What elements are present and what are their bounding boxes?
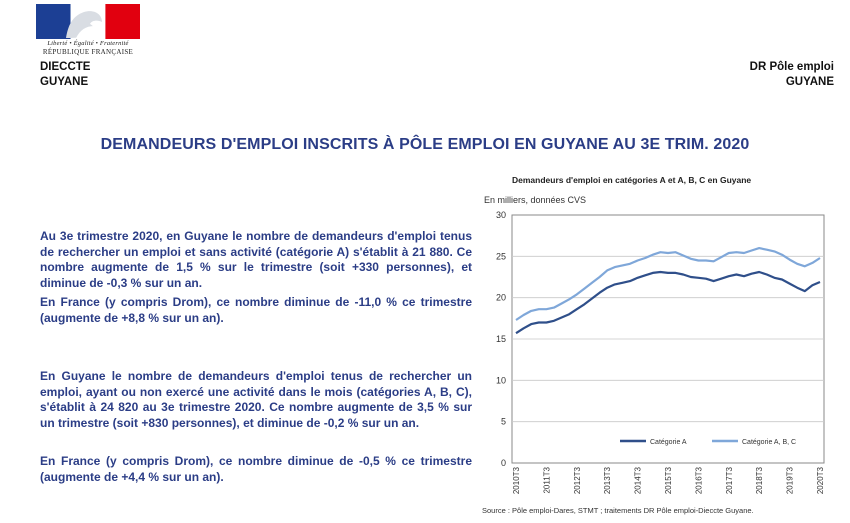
x-tick-label: 2011T3 [542,467,552,494]
chart-subtitle: En milliers, données CVS [484,195,587,205]
y-tick-label: 15 [495,334,506,344]
chart-source: Source : Pôle emploi-Dares, STMT ; traitements DR Pôle emploi-Dieccte Guyane. [482,506,754,515]
x-tick-label: 2010T3 [512,467,521,495]
x-tick-label: 2016T3 [694,467,704,495]
org-right-line1: DR Pôle emploi [749,61,834,73]
paragraph-france-cat-abc: En France (y compris Drom), ce nombre diminue de -0,5 % ce trimestre (augmente de +4,4 % sur un an). [40,454,472,484]
x-tick-label: 2017T3 [724,467,734,495]
x-tick-label: 2014T3 [633,467,643,495]
org-left-line2: GUYANE [40,76,89,88]
republic-name: RÉPUBLIQUE FRANÇAISE [42,48,134,56]
org-right-line2: GUYANE [785,76,834,88]
y-tick-label: 20 [495,292,506,303]
x-tick-label: 2013T3 [603,467,613,495]
x-tick-label: 2015T3 [664,467,673,495]
y-tick-label: 10 [495,375,506,386]
y-tick-label: 25 [495,251,506,262]
y-tick-label: 30 [495,210,506,220]
y-tick-label: 0 [500,458,506,468]
republic-motto: Liberté • Égalité • Fraternité [47,40,129,47]
legend-label-cat-a: Catégorie A [650,439,687,446]
chart-title: Demandeurs d'emploi en catégories A et A, B, C en Guyane [512,175,752,185]
paragraph-guyane-cat-a: Au 3e trimestre 2020, en Guyane le nombre de demandeurs d'emploi tenus de rechercher un emploi et sans activité (catégorie A) s'établit à 21 880. Ce nombre augmente de 1,5 % sur le trimestre (soit +330 personnes), et diminue de -0,3 % sur un an. [40,229,472,290]
page-title: DEMANDEURS D'EMPLOI INSCRITS À PÔLE EMPLOI EN GUYANE AU 3E TRIM. 2020 [100,136,750,153]
marianne-logo [36,4,140,39]
x-tick-label: 2019T3 [785,467,795,495]
y-tick-labels [496,210,506,468]
org-right [750,60,834,90]
org-left [40,60,90,90]
x-tick-label: 2012T3 [572,467,582,495]
employment-line-chart [478,170,842,520]
paragraph-france-cat-a: En France (y compris Drom), ce nombre diminue de -11,0 % ce trimestre (augmente de +8,8 % sur un an). [40,295,472,325]
x-tick-label: 2018T3 [755,467,765,495]
org-left-line1: DIECCTE [40,61,91,73]
x-tick-labels [512,466,825,494]
x-tick-label: 2020T3 [816,467,825,495]
paragraph-guyane-cat-abc: En Guyane le nombre de demandeurs d'emploi tenus de rechercher un emploi, ayant ou non exercé une activité dans le mois (catégories A, B, C), s'établit à 24 820 au 3e trimestre 2020. Ce nombre augmente de 3,5 % sur un trimestre (soit +830 personnes), et diminue de -0,2 % sur un an. [40,369,472,430]
y-tick-label: 5 [500,416,506,427]
legend-label-cat-abc: Catégorie A, B, C [742,439,797,446]
